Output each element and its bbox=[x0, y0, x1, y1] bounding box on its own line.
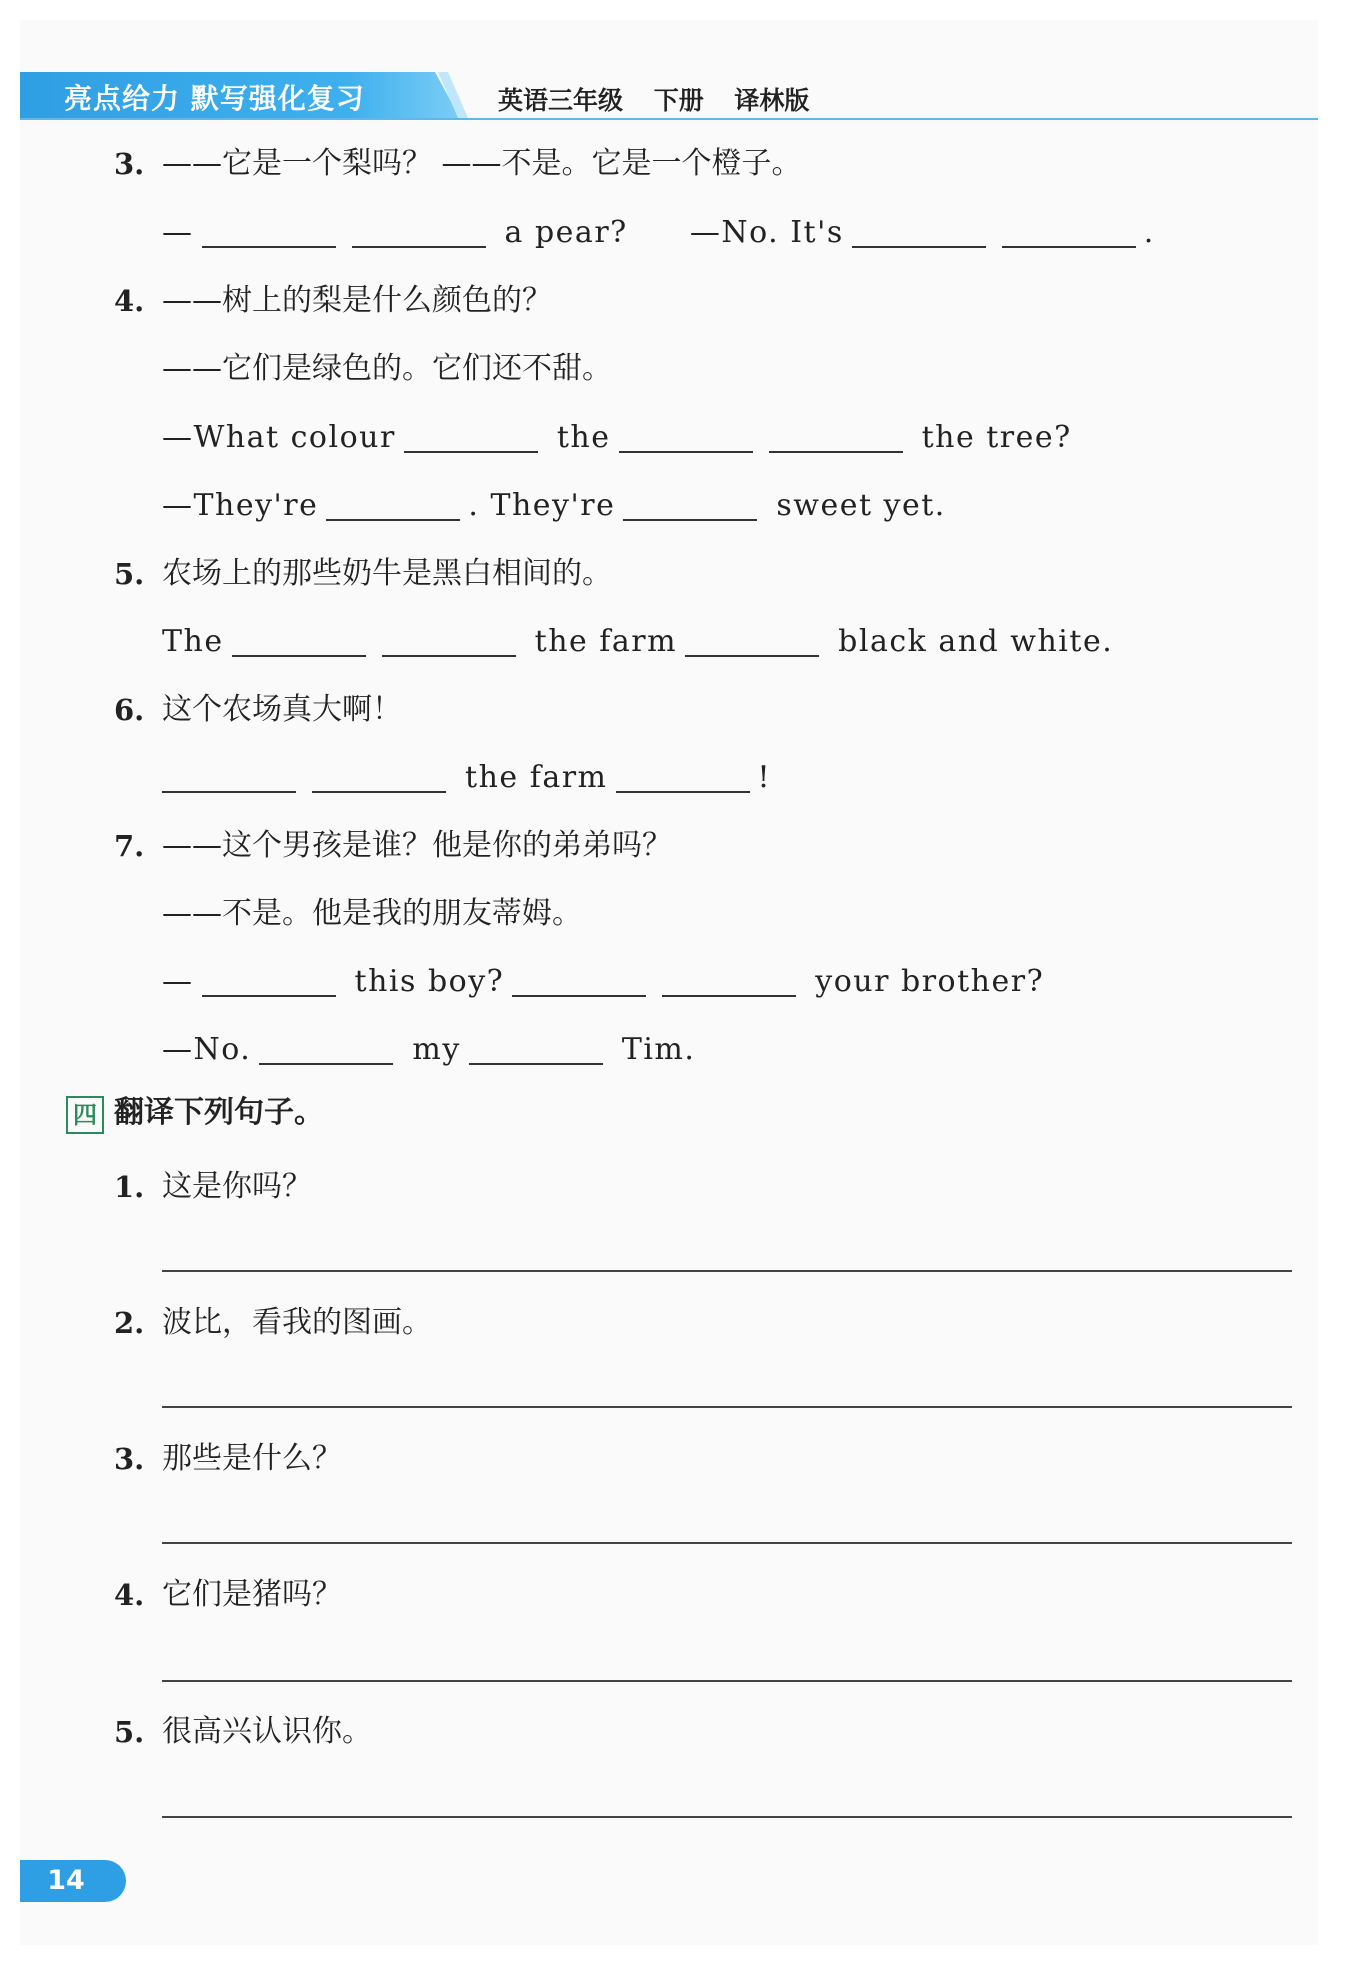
answer-blank[interactable] bbox=[512, 963, 646, 997]
section-title: 翻译下列句子。 bbox=[114, 1095, 324, 1130]
text-fragment: Tim. bbox=[621, 1032, 696, 1067]
text-fragment: the farm bbox=[465, 760, 608, 795]
text-fragment: the farm bbox=[534, 624, 678, 659]
question-4-english-2 bbox=[162, 481, 946, 531]
text-fragment: —What colour bbox=[162, 420, 396, 455]
answer-line[interactable] bbox=[162, 1680, 1292, 1682]
question-number: 2. bbox=[114, 1306, 145, 1340]
answer-blank[interactable] bbox=[404, 419, 538, 453]
header-subtitle: 英语三年级 下册 译林版 bbox=[498, 86, 810, 115]
question-number: 4. bbox=[114, 284, 145, 318]
translate-item-4: 它们是猪吗？ bbox=[162, 1577, 342, 1612]
answer-blank[interactable] bbox=[202, 214, 336, 248]
answer-line[interactable] bbox=[162, 1542, 1292, 1544]
text-fragment: the bbox=[556, 420, 611, 455]
text-fragment: this boy? bbox=[354, 964, 505, 999]
answer-blank[interactable] bbox=[1002, 214, 1136, 248]
answer-blank[interactable] bbox=[616, 759, 750, 793]
answer-blank[interactable] bbox=[382, 623, 516, 657]
answer-line[interactable] bbox=[162, 1406, 1292, 1408]
answer-blank[interactable] bbox=[619, 419, 753, 453]
question-4-chinese-2: ——它们是绿色的。它们还不甜。 bbox=[162, 351, 612, 386]
answer-blank[interactable] bbox=[202, 963, 336, 997]
answer-blank[interactable] bbox=[852, 214, 986, 248]
translate-item-3: 那些是什么？ bbox=[162, 1441, 342, 1476]
question-4-english-1 bbox=[162, 413, 1072, 463]
dash: — bbox=[162, 215, 194, 250]
text-fragment: — bbox=[162, 964, 194, 999]
answer-blank[interactable] bbox=[662, 963, 796, 997]
question-5-chinese: 农场上的那些奶牛是黑白相间的。 bbox=[162, 556, 612, 591]
section-badge: 四 bbox=[66, 1096, 104, 1134]
question-number: 4. bbox=[114, 1578, 145, 1612]
question-6-chinese: 这个农场真大啊！ bbox=[162, 692, 402, 727]
page-header bbox=[20, 72, 1318, 120]
question-3-english bbox=[162, 208, 1155, 258]
question-7-english-1 bbox=[162, 957, 1044, 1007]
text-fragment: your brother? bbox=[815, 964, 1045, 999]
translate-item-1: 这是你吗？ bbox=[162, 1169, 312, 1204]
answer-blank[interactable] bbox=[352, 214, 486, 248]
question-number: 3. bbox=[114, 1442, 145, 1476]
answer-blank[interactable] bbox=[259, 1031, 393, 1065]
question-number: 7. bbox=[114, 829, 145, 863]
question-3-chinese: ——它是一个梨吗？ ——不是。它是一个橙子。 bbox=[162, 146, 802, 181]
answer-line[interactable] bbox=[162, 1270, 1292, 1272]
translate-item-2: 波比，看我的图画。 bbox=[162, 1305, 432, 1340]
text-fragment: —They're bbox=[162, 488, 319, 523]
text-fragment: the tree? bbox=[921, 420, 1072, 455]
answer-blank[interactable] bbox=[232, 623, 366, 657]
question-5-english bbox=[162, 617, 1113, 667]
text-fragment: sweet yet. bbox=[776, 488, 946, 523]
question-number: 5. bbox=[114, 1715, 145, 1749]
page-number: 14 bbox=[20, 1860, 126, 1902]
answer-blank[interactable] bbox=[685, 623, 819, 657]
text-fragment: ! bbox=[757, 760, 772, 795]
question-7-english-2 bbox=[162, 1025, 695, 1075]
answer-blank[interactable] bbox=[769, 419, 903, 453]
text-fragment: —No. It's bbox=[689, 215, 844, 250]
text-fragment: . They're bbox=[468, 488, 616, 523]
header-title: 亮点给力 默写强化复习 bbox=[64, 82, 365, 115]
answer-blank[interactable] bbox=[326, 487, 460, 521]
answer-blank[interactable] bbox=[162, 759, 296, 793]
question-number: 6. bbox=[114, 693, 145, 727]
question-number: 1. bbox=[114, 1170, 145, 1204]
question-number: 5. bbox=[114, 557, 145, 591]
answer-blank[interactable] bbox=[623, 487, 757, 521]
text-fragment: black and white. bbox=[838, 624, 1114, 659]
question-7-chinese-2: ——不是。他是我的朋友蒂姆。 bbox=[162, 896, 582, 931]
answer-blank[interactable] bbox=[312, 759, 446, 793]
text-fragment: —No. bbox=[162, 1032, 252, 1067]
header-rule bbox=[20, 118, 1318, 120]
text-fragment: my bbox=[412, 1032, 461, 1067]
text-fragment: a pear? bbox=[504, 215, 628, 250]
answer-blank[interactable] bbox=[469, 1031, 603, 1065]
question-6-english bbox=[162, 753, 771, 803]
question-7-chinese-1: ——这个男孩是谁？他是你的弟弟吗？ bbox=[162, 828, 672, 863]
question-4-chinese-1: ——树上的梨是什么颜色的？ bbox=[162, 283, 552, 318]
text-fragment: . bbox=[1143, 215, 1155, 250]
translate-item-5: 很高兴认识你。 bbox=[162, 1714, 372, 1749]
answer-line[interactable] bbox=[162, 1816, 1292, 1818]
text-fragment: The bbox=[162, 624, 224, 659]
question-number: 3. bbox=[114, 147, 145, 181]
